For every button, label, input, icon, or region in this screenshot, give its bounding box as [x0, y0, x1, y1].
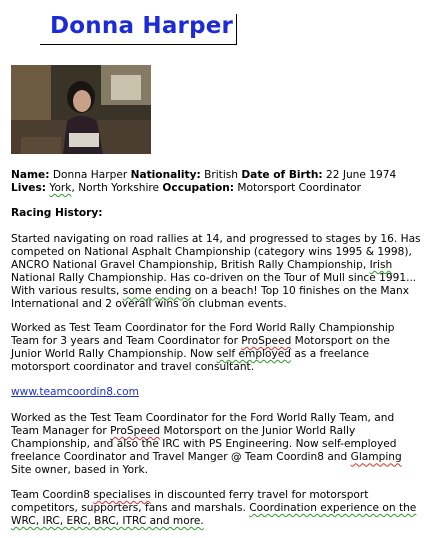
- name-label: Name:: [11, 169, 50, 181]
- history-paragraph-1: [11, 233, 423, 312]
- text-run: Started navigating on road rallies at 14, and progressed to stages by 16. Has competed on National Asphalt Championship (category wins 1995 & 1998), ANCRO National Gravel Championship, British Rally Championship,: [11, 233, 421, 272]
- lives-region: North Yorkshire: [78, 182, 160, 195]
- occupation-label: Occupation:: [162, 182, 235, 195]
- text-run: Coordination experience on the WRC, IRC, ERC, BRC, ITRC and more.: [11, 502, 417, 528]
- profile-details: Name: Donna Harper Nationality: British Date of Birth: 22 June 1974 Lives: York, North Yorkshire Occupation: Motorsport Coordinator: [11, 169, 397, 195]
- text-run: Worked as Test Team Coordinator for the Ford World Rally Championship Team for 3 years and Team Coordinator for: [11, 322, 395, 348]
- nationality-label: Nationality:: [130, 169, 201, 181]
- history-paragraph-3: [11, 412, 423, 477]
- website-link[interactable]: www.teamcoordin8.com: [11, 386, 139, 398]
- text-run: in discounted ferry travel for motorsport competitors, supporters, fans and marshals.: [11, 489, 369, 515]
- text-run: Site owner, based in York.: [11, 464, 148, 477]
- text-run: Motorsport on the Junior World Rally Championship, and also the IRC with PS Engineering. Now self-employed freelance Coordinator and Travel Manger @ Team Coordin8 and: [11, 425, 397, 464]
- text-run: ProSpeed: [241, 335, 292, 348]
- text-run: Glamping: [350, 451, 402, 464]
- text-run: National Rally Championship. Has co-driven on the Tour of Mull since 1991... With various results,: [11, 272, 417, 298]
- text-run: specialises: [93, 489, 151, 501]
- text-run: Team Coordin8: [11, 489, 94, 501]
- text-run: self employed: [216, 348, 292, 361]
- page-title: Donna Harper: [50, 13, 234, 39]
- text-run: some ending: [122, 285, 192, 298]
- text-run: as a freelance motorsport coordinator and travel consultant.: [11, 348, 369, 374]
- nationality-value: British: [204, 169, 239, 181]
- text-run: Irish: [369, 259, 393, 272]
- lives-town: York: [49, 182, 72, 195]
- text-run: on a beach! Top 10 finishes on the Manx International and 2 overall wins on clubman events.: [11, 285, 410, 311]
- profile-photo: [11, 65, 151, 154]
- text-run: ProSpeed: [110, 425, 161, 438]
- lives-label: Lives:: [11, 182, 47, 195]
- history-paragraph-4: [11, 489, 423, 528]
- history-paragraph-2: [11, 322, 423, 374]
- text-run: Motorsport on the Junior World Rally Championship. Now: [11, 335, 390, 361]
- occupation-value: Motorsport Coordinator: [237, 182, 361, 195]
- dob-value: 22 June 1974: [326, 169, 397, 181]
- dob-label: Date of Birth:: [241, 169, 323, 181]
- name-value: Donna Harper: [52, 169, 128, 181]
- racing-history-heading: Racing History:: [11, 207, 103, 219]
- text-run: Worked as the Test Team Coordinator for the Ford World Rally Team, and Team Manager for: [11, 412, 395, 438]
